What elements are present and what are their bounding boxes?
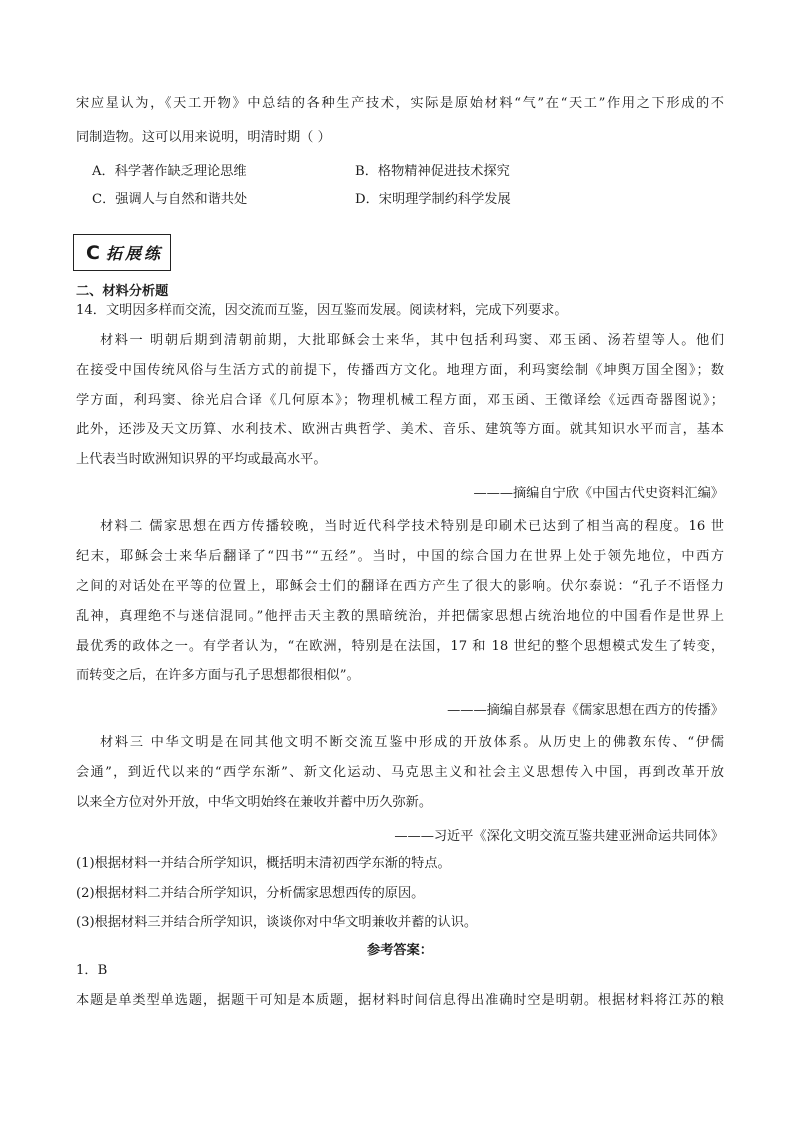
q13-stem-line-2: 同制造物。这可以用来说明，明清时期（ ）	[76, 130, 331, 145]
q13-option-c: C．强调人与自然和谐共处	[92, 192, 248, 207]
material2-line-6: 而转变之后，在许多方面与孔子思想都很相似”。	[76, 668, 360, 683]
material2-line-3: 之间的对话处在平等的位置上，耶稣会士们的翻译在西方产生了很大的影响。伏尔泰说：“孔子不语怪力	[76, 579, 724, 594]
material3-line-1: 材料三 中华文明是在同其他文明不断交流互鉴中形成的开放体系。从历史上的佛教东传、“伊儒	[100, 735, 724, 750]
q14-stem: 14．文明因多样而交流，因交流而互鉴，因互鉴而发展。阅读材料，完成下列要求。	[76, 303, 568, 318]
subquestion-3: (3)根据材料三并结合所学知识，谈谈你对中华文明兼收并蓄的认识。	[76, 915, 478, 930]
material2-line-4: 乱神，真理绝不与迷信混同。”他抨击天主教的黑暗统治，并把儒家思想占统治地位的中国看作是世界上	[76, 609, 724, 624]
badge-text: 拓展练	[105, 244, 163, 263]
material2-line-1: 材料二 儒家思想在西方传播较晚，当时近代科学技术特别是印刷术已达到了相当高的程度。16 世	[100, 519, 724, 534]
material3-line-2: 会通”，到近代以来的“西学东渐”、新文化运动、马克思主义和社会主义思想传入中国，再到改革开放	[76, 765, 724, 780]
q13-stem-line-1: 宋应星认为，《天工开物》中总结的各种生产技术，实际是原始材料“气”在“天工”作用之下形成的不	[76, 96, 724, 111]
material2-line-2: 纪末，耶稣会士来华后翻译了“四书”“五经”。当时，中国的综合国力在世界上处于领先地位，中西方	[76, 549, 724, 564]
material1-line-1: 材料一 明朝后期到清朝前期，大批耶稣会士来华，其中包括利玛窦、邓玉函、汤若望等人。他们	[100, 333, 724, 348]
material1-line-3: 学方面，利玛窦、徐光启合译《几何原本》；物理机械工程方面，邓玉函、王徵译绘《远西奇器图说》；	[76, 393, 724, 408]
extension-practice-badge	[73, 234, 171, 271]
q13-option-a: A．科学著作缺乏理论思维	[92, 164, 247, 179]
answer-explain-1: 本题是单类型单选题，据题干可知是本质题，据材料时间信息得出准确时空是明朝。根据材料将江苏的粮	[76, 993, 724, 1008]
answer-item-1: 1．B	[76, 963, 108, 978]
badge-letter: C	[86, 241, 100, 264]
material1-line-5: 上代表当时欧洲知识界的平均或最高水平。	[76, 452, 327, 467]
material1-source: ———摘编自宁欣《中国古代史资料汇编》	[473, 486, 724, 501]
subquestion-1: (1)根据材料一并结合所学知识，概括明末清初西学东渐的特点。	[76, 856, 451, 871]
material3-source: ———习近平《深化文明交流互鉴共建亚洲命运共同体》	[394, 829, 724, 844]
material1-line-4: 此外，还涉及天文历算、水利技术、欧洲古典哲学、美术、音乐、建筑等方面。就其知识水平而言，基本	[76, 422, 724, 437]
subquestion-2: (2)根据材料二并结合所学知识，分析儒家思想西传的原因。	[76, 886, 425, 901]
q13-option-d: D．宋明理学制约科学发展	[355, 192, 511, 207]
material1-line-2: 在接受中国传统风俗与生活方式的前提下，传播西方文化。地理方面，利玛窦绘制《坤舆万国全图》；数	[76, 363, 724, 378]
section-title: 二、材料分析题	[76, 284, 169, 299]
material2-source: ———摘编自郝景春《儒家思想在西方的传播》	[447, 703, 724, 718]
q13-option-b: B．格物精神促进技术探究	[355, 164, 510, 179]
answers-title: 参考答案：	[367, 943, 433, 958]
material3-line-3: 以来全方位对外开放，中华文明始终在兼收并蓄中历久弥新。	[76, 795, 433, 810]
material2-line-5: 最优秀的政体之一。有学者认为，“在欧洲，特别是在法国，17 和 18 世纪的整个思想模式发生了转变，	[76, 639, 724, 654]
